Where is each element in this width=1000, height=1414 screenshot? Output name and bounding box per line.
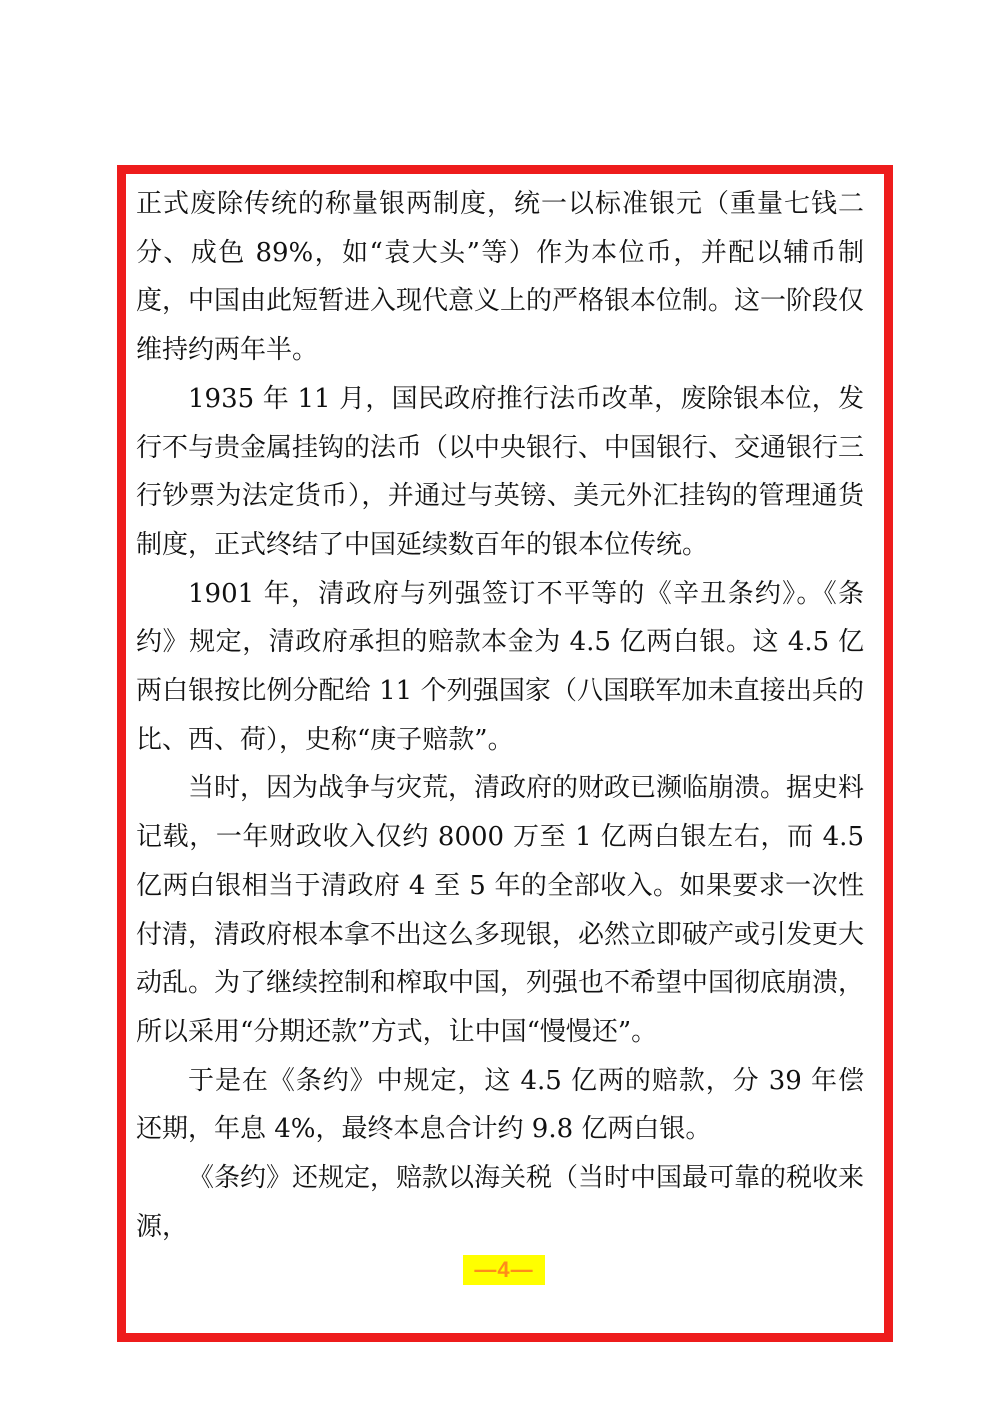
paragraph-1: 正式废除传统的称量银两制度，统一以标准银元（重量七钱二分、成色 89%，如“袁大头”等）作为本位币，并配以辅币制度，中国由此短暂进入现代意义上的严格银本位制。这一阶段仅维持约两年半。 (136, 189, 865, 366)
page-number: —4— (463, 1255, 545, 1285)
paragraph-4: 当时，因为战争与灾荒，清政府的财政已濒临崩溃。据史料记载，一年财政收入仅约 8000 万至 1 亿两白银左右，而 4.5 亿两白银相当于清政府 4 至 5 年的全部收入。如果要求一次性付清，清政府根本拿不出这么多现银，必然立即破产或引发更大动乱。为了继续控制和榨取中国，列强也不希望中国彻底崩溃，所以采用“分期还款”方式，让中国“慢慢还”。 (136, 773, 865, 1047)
document-body (136, 180, 864, 1251)
paragraph-3: 1901 年，清政府与列强签订不平等的《辛丑条约》。《条约》规定，清政府承担的赔款本金为 4.5 亿两白银。这 4.5 亿两白银按比例分配给 11 个列强国家（八国联军加未直接出兵的比、西、荷），史称“庚子赔款”。 (136, 578, 864, 755)
paragraph-2: 1935 年 11 月，国民政府推行法币改革，废除银本位，发行不与贵金属挂钩的法币（以中央银行、中国银行、交通银行三行钞票为法定货币），并通过与英镑、美元外汇挂钩的管理通货制度，正式终结了中国延续数百年的银本位传统。 (136, 383, 865, 560)
paragraph-5: 于是在《条约》中规定，这 4.5 亿两的赔款，分 39 年偿还期，年息 4%，最终本息合计约 9.8 亿两白银。 (136, 1065, 864, 1145)
paragraph-6: 《条约》还规定，赔款以海关税（当时中国最可靠的税收来源， (136, 1163, 865, 1242)
